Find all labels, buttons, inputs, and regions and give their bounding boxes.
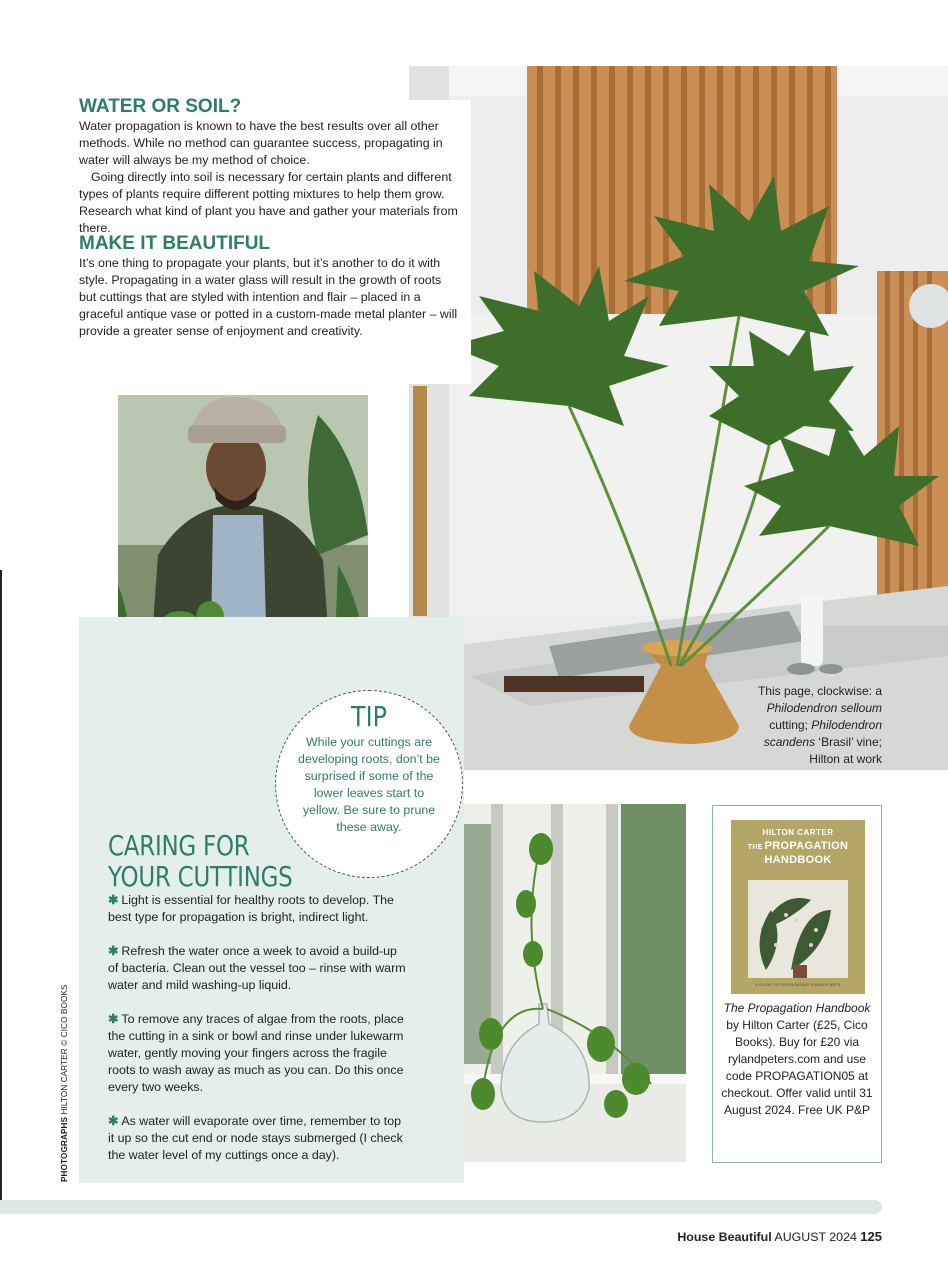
caring-item: [108, 892, 408, 926]
tip-title: TIP: [351, 700, 387, 733]
tip-callout: [275, 690, 463, 878]
book-cover-title-2: HANDBOOK: [764, 854, 832, 866]
book-cover-subtitle: A GUIDE TO PROPAGATING HOUSEPLANTS: [755, 983, 841, 987]
star-bullet-icon: ✱: [108, 944, 119, 958]
credit-rest: HILTON CARTER © CICO BOOKS: [60, 984, 69, 1117]
book-cover-author: HILTON CARTER: [762, 828, 834, 837]
heading-make-it-beautiful: MAKE IT BEAUTIFUL: [79, 233, 271, 254]
caring-item-text: To remove any traces of algae from the roots, place the cutting in a sink or bowl and rinse under lukewarm water, gently moving your fingers across the fragile roots to wash away as much as you can. Do this once every two weeks.: [108, 1012, 404, 1094]
credit-bold: PHOTOGRAPHS: [60, 1116, 69, 1182]
caring-title-line-2: YOUR CUTTINGS: [108, 860, 293, 893]
caption-prefix: This page, clockwise: a: [757, 684, 882, 698]
book-cover-title-1: PROPAGATION: [764, 840, 849, 852]
star-bullet-icon: ✱: [108, 1012, 119, 1026]
water-or-soil-paragraph-2: Going directly into soil is necessary for certain plants and different types of plants require different potting mixtures to help them grow. Research what kind of plant you have and gather your materials from there.: [79, 170, 458, 235]
book-desc-rest: by Hilton Carter (£25, Cico Books). Buy for £20 via rylandpeters.com and use code PROPAGATION05 at checkout. Offer valid until 31 August 2024. Free UK P&P: [721, 1018, 873, 1117]
caption-mid: cutting;: [769, 718, 812, 732]
caring-item: [108, 1113, 408, 1164]
caring-item-text: Light is essential for healthy roots to develop. The best type for propagation is bright, indirect light.: [108, 893, 394, 924]
footer-issue: AUGUST 2024: [771, 1230, 861, 1244]
page-footer: [600, 1229, 882, 1244]
caring-item: [108, 943, 408, 994]
photo-philodendron-selloum: [409, 66, 948, 770]
book-cover-image: [731, 820, 865, 994]
intro-text-block: [70, 96, 471, 384]
book-cover-the: THE: [747, 844, 763, 851]
caring-item: [108, 1011, 408, 1096]
caring-item-text: As water will evaporate over time, remember to top it up so the cut end or node stays submerged (I check the water level of my cuttings once a day).: [108, 1114, 403, 1162]
book-description: [719, 1000, 875, 1119]
star-bullet-icon: ✱: [108, 893, 119, 907]
caption-suffix: ‘Brasil’ vine; Hilton at work: [809, 735, 882, 766]
footer-page-number: 125: [860, 1229, 882, 1244]
caring-tips-list: [108, 892, 408, 1181]
caption-plant-1: Philodendron selloum: [766, 701, 882, 715]
footer-brand: House Beautiful: [677, 1230, 772, 1244]
caring-item-text: Refresh the water once a week to avoid a build-up of bacteria. Clean out the vessel too – rinse with warm water and mild washing-up liquid.: [108, 944, 406, 992]
tip-text: While your cuttings are developing roots, don’t be surprised if some of the lower leaves start to yellow. Be sure to prune these away.: [298, 735, 440, 834]
book-promo-box: [712, 805, 882, 1163]
photo-caption: [742, 683, 882, 768]
star-bullet-icon: ✱: [108, 1114, 119, 1128]
caring-title-line-1: CARING FOR: [108, 829, 250, 862]
make-it-beautiful-paragraph: It’s one thing to propagate your plants, but it’s another to do it with style. Propagating in a water glass will result in the growth of roots but cuttings that are styled with intention and flair – placed in a graceful antique vase or potted in a custom-made metal planter – will provide a greater sense of enjoyment and creativity.: [79, 256, 458, 338]
caption-plant-2: Philodendron scandens: [763, 718, 882, 749]
left-edge-rule: [0, 570, 2, 1202]
heading-water-or-soil: WATER OR SOIL?: [79, 96, 242, 117]
book-cover-title: [731, 840, 865, 866]
photo-credit: [60, 982, 69, 1182]
water-or-soil-paragraph-1: Water propagation is known to have the best results over all other methods. While no method can guarantee success, propagating in water will always be my method of choice.: [79, 119, 443, 167]
book-desc-title: The Propagation Handbook: [723, 1001, 871, 1015]
bottom-accent-bar: [0, 1200, 882, 1214]
